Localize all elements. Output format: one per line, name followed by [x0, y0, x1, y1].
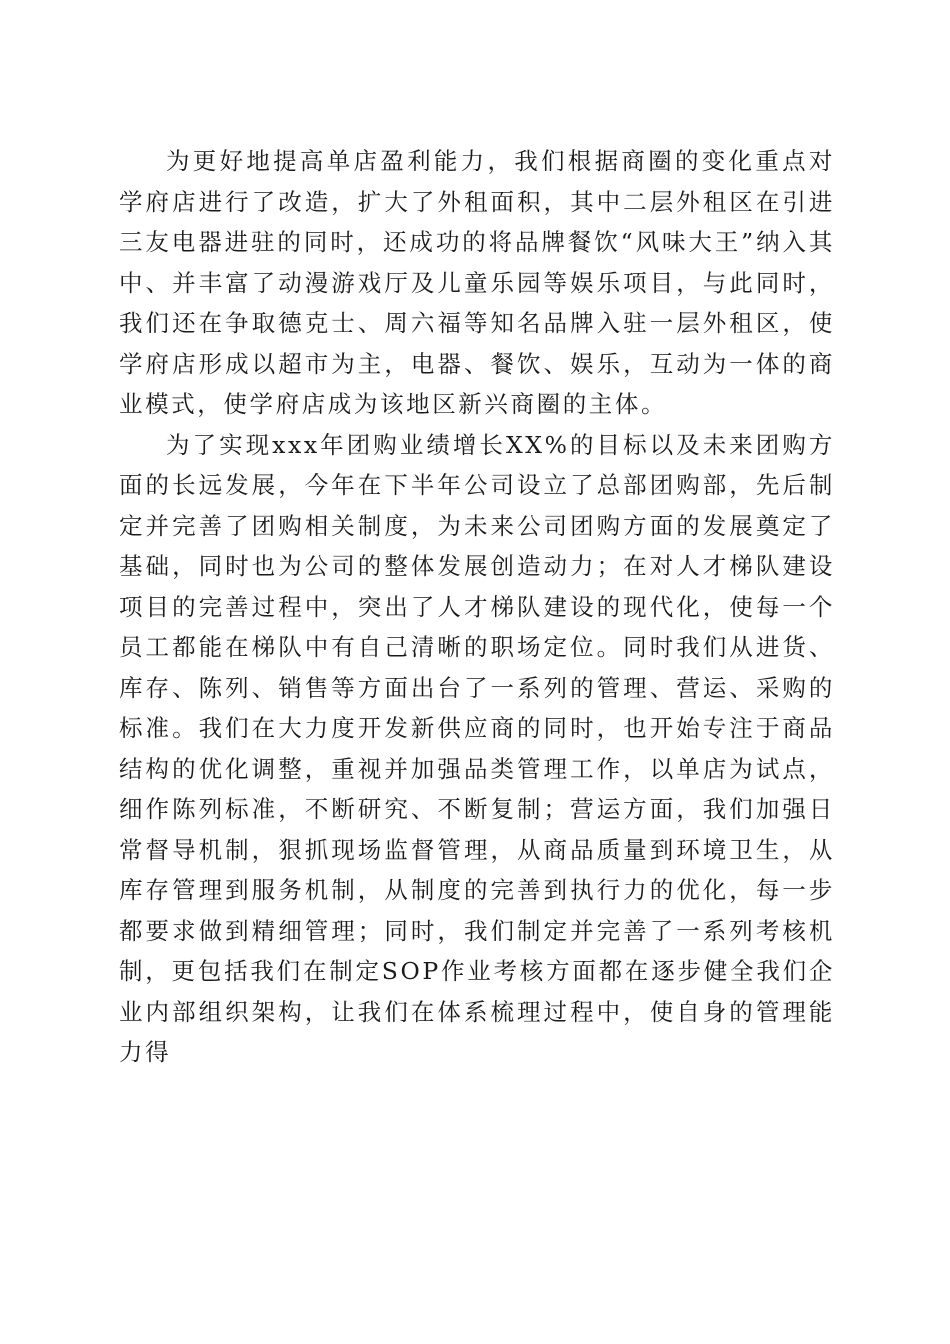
paragraph-store-renovation: 为更好地提高单店盈利能力，我们根据商圈的变化重点对学府店进行了改造，扩大了外租面积，其中二层外租区在引进三友电器进驻的同时，还成功的将品牌餐饮“风味大王”纳入其中、并丰富了动漫游戏厅及儿童乐园等娱乐项目，与此同时，我们还在争取德克士、周六福等知名品牌入驻一层外租区，使学府店形成以超市为主，电器、餐饮、娱乐，互动为一体的商业模式，使学府店成为该地区新兴商圈的主体。: [119, 147, 835, 418]
document-body: [119, 141, 835, 1073]
paragraph-group-purchase: 为了实现xxx年团购业绩增长XX%的目标以及未来团购方面的长远发展，今年在下半年公司设立了总部团购部，先后制定并完善了团购相关制度，为未来公司团购方面的发展奠定了基础，同时也为公司的整体发展创造动力；在对人才梯队建设项目的完善过程中，突出了人才梯队建设的现代化，使每一个员工都能在梯队中有自己清晰的职场定位。同时我们从进货、库存、陈列、销售等方面出台了一系列的管理、营运、采购的标准。我们在大力度开发新供应商的同时，也开始专注于商品结构的优化调整，重视并加强品类管理工作，以单店为试点，细作陈列标准，不断研究、不断复制；营运方面，我们加强日常督导机制，狠抓现场监督管理，从商品质量到环境卫生，从库存管理到服务机制，从制度的完善到执行力的优化，每一步都要求做到精细管理；同时，我们制定并完善了一系列考核机制，更包括我们在制定SOP作业考核方面都在逐步健全我们企业内部组织架构，让我们在体系梳理过程中，使自身的管理能力得: [119, 430, 835, 1066]
